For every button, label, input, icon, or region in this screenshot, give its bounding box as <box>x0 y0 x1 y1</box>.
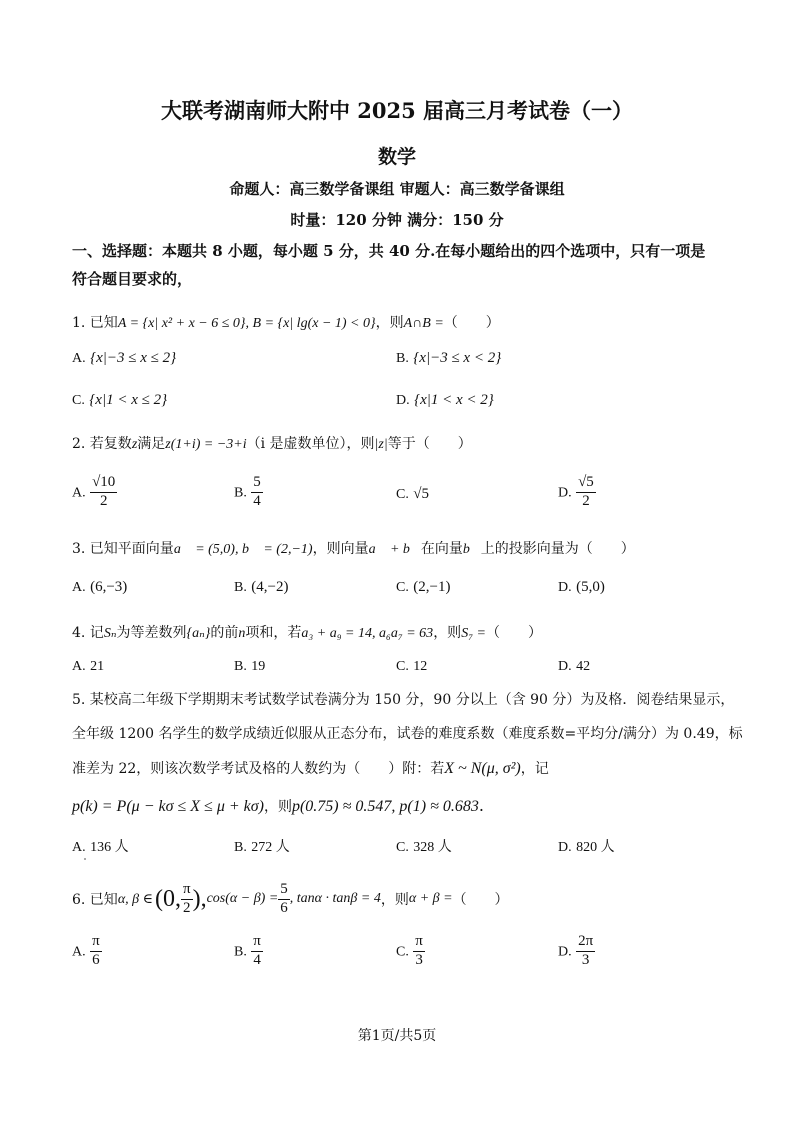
q3-option-a[interactable] <box>72 579 127 596</box>
option-label: A. <box>72 580 86 595</box>
option-value: {x|1 < x < 2} <box>414 392 494 408</box>
option-label: D. <box>558 840 572 855</box>
section-heading-line2: 符合题目要求的， <box>72 270 193 288</box>
fraction-num: 5 <box>251 475 263 493</box>
q4-cond: a₃ + a₉ = 14, a₆a₇ = 63 <box>301 626 434 641</box>
fraction-num: 2π <box>576 934 595 952</box>
q1-option-d[interactable] <box>396 392 494 409</box>
q4-paren: （ ） <box>486 625 543 641</box>
q2-var: z <box>131 437 138 452</box>
q6-vars: α, β ∈ <box>117 891 153 907</box>
q3-vectors: a⃗ = (5,0), b⃗ = (2,−1) <box>173 542 313 557</box>
question-1 <box>72 312 500 332</box>
q1-prefix: 1. 已知 <box>72 315 118 331</box>
q6-interval-close: ), <box>192 885 207 912</box>
q6-ask: α + β = <box>408 891 453 907</box>
q2-text2: （i 是虚数单位），则 <box>246 436 375 452</box>
fraction <box>576 475 596 510</box>
option-label: B. <box>396 351 409 366</box>
option-label: A. <box>72 659 86 674</box>
option-label: A. <box>72 944 86 960</box>
option-label: D. <box>558 485 572 501</box>
fraction-den: 4 <box>253 492 261 509</box>
fraction-den: 6 <box>280 899 288 916</box>
question-4 <box>72 622 542 642</box>
q5-option-d[interactable] <box>558 836 615 856</box>
option-value: 820 人 <box>576 840 615 855</box>
section-heading-line1: 一、选择题：本题共 8 小题，每小题 5 分，共 40 分.在每小题给出的四个选项中，只有一项是 <box>72 242 706 260</box>
q2-option-d[interactable] <box>558 475 596 510</box>
option-label: D. <box>558 580 572 595</box>
option-label: C. <box>396 487 409 502</box>
option-label: C. <box>72 393 85 408</box>
option-label: C. <box>396 659 409 674</box>
subject-title: 数学 <box>377 146 416 168</box>
q6-option-d[interactable] <box>558 934 595 969</box>
option-value: 328 人 <box>413 840 452 855</box>
q5-line3-end: ，记 <box>520 761 549 777</box>
fraction-num: π <box>251 934 263 952</box>
q3-sum: a⃗ + b⃗ <box>368 542 421 557</box>
q4-option-d[interactable] <box>558 658 590 675</box>
option-label: C. <box>396 944 409 960</box>
q5-line-3 <box>72 758 549 778</box>
q2-option-a[interactable] <box>72 475 117 510</box>
option-value: √5 <box>413 486 430 502</box>
option-value: 42 <box>576 659 591 674</box>
fraction <box>413 934 425 969</box>
q4-text4: ，则 <box>433 625 462 641</box>
q6-tan: , tanα · tanβ = 4 <box>289 891 381 907</box>
q4-n: n <box>238 626 246 641</box>
option-label: B. <box>234 659 247 674</box>
q2-prefix: 2. 若复数 <box>72 436 132 452</box>
option-label: A. <box>72 485 86 501</box>
q5-line3-math: X ~ N(μ, σ²) <box>444 760 521 777</box>
time-score-line: 时量：120 分钟 满分：150 分 <box>290 211 504 229</box>
fraction-num: π <box>181 882 193 900</box>
q5-line4-end: . <box>478 796 484 815</box>
question-2 <box>72 433 472 453</box>
fraction-num: π <box>413 934 425 952</box>
q4-seq: {aₙ} <box>186 626 211 641</box>
q6-prefix: 6. 已知 <box>72 892 118 909</box>
q5-line3-text: 准差为 22，则该次数学考试及格的人数约为（ ）附：若 <box>72 761 445 777</box>
q5-line4-vals: p(0.75) ≈ 0.547, p(1) ≈ 0.683 <box>291 798 479 815</box>
option-value: 12 <box>413 659 428 674</box>
option-value: (4,−2) <box>251 579 289 595</box>
q6-cos-fraction <box>278 882 290 917</box>
q5-line4-text: ，则 <box>263 799 292 815</box>
fraction-num: √10 <box>90 475 117 493</box>
q3-text1: ，则向量 <box>312 541 369 557</box>
q6-text1: ，则 <box>380 892 409 909</box>
option-value: (2,−1) <box>413 579 451 595</box>
q6-option-a[interactable] <box>72 934 102 969</box>
option-value: 21 <box>90 659 105 674</box>
q2-option-c[interactable] <box>396 486 429 503</box>
q4-option-c[interactable] <box>396 658 427 675</box>
fraction-den: 2 <box>99 492 108 509</box>
q3-text3: 上的投影向量为（ ） <box>480 541 635 557</box>
q5-option-c[interactable] <box>396 836 452 856</box>
q6-option-c[interactable] <box>396 934 425 969</box>
fraction <box>251 934 263 969</box>
q6-cos: cos(α − β) = <box>206 891 279 907</box>
fraction-den: 3 <box>415 951 423 968</box>
q1-option-a[interactable] <box>72 350 176 367</box>
fraction <box>90 475 117 510</box>
option-label: C. <box>396 840 409 855</box>
q6-paren: （ ） <box>452 892 509 909</box>
fraction <box>251 475 263 510</box>
q3-text2: 在向量 <box>420 541 463 557</box>
question-6 <box>72 882 509 917</box>
fraction-den: 2 <box>183 899 191 916</box>
q1-option-c[interactable] <box>72 392 167 409</box>
q2-option-b[interactable] <box>234 475 263 510</box>
q5-option-a[interactable] <box>72 836 129 856</box>
option-value: (6,−3) <box>90 579 128 595</box>
q1-paren: （ ） <box>443 315 500 331</box>
q1-sets: A = {x| x² + x − 6 ≤ 0}, B = {x| lg(x − 1) < 0} <box>117 316 376 331</box>
option-value: (5,0) <box>576 579 605 595</box>
q3-onto: b⃗ <box>462 542 481 557</box>
q4-ask: S₇ = <box>461 626 487 641</box>
q3-option-b[interactable] <box>234 579 289 596</box>
fraction <box>90 934 102 969</box>
q4-text1: 为等差数列 <box>116 625 187 641</box>
option-label: A. <box>72 840 86 855</box>
fraction-den: 3 <box>581 951 590 968</box>
option-label: A. <box>72 351 86 366</box>
option-value: {x|−3 ≤ x < 2} <box>413 350 502 366</box>
q2-text3: 等于（ ） <box>387 436 472 452</box>
q5-option-b[interactable] <box>234 836 290 856</box>
fraction-den: 2 <box>582 492 590 509</box>
q4-sn: Sₙ <box>103 626 117 641</box>
q4-text2: 的前 <box>210 625 239 641</box>
authors-line: 命题人：高三数学备课组 审题人：高三数学备课组 <box>229 180 565 198</box>
q6-interval-open: (0, <box>155 885 181 912</box>
option-label: B. <box>234 840 247 855</box>
exam-title: 大联考湖南师大附中 2025 届高三月考试卷（一） <box>160 98 634 123</box>
q4-option-a[interactable] <box>72 658 104 675</box>
fraction-num: 5 <box>278 882 290 900</box>
option-label: B. <box>234 580 247 595</box>
q5-line-1: 5. 某校高二年级下学期期末考试数学试卷满分为 150 分，90 分以上（含 90 分）为及格．阅卷结果显示， <box>72 692 735 708</box>
q5-line4-math: p(k) = P(μ − kσ ≤ X ≤ μ + kσ) <box>72 798 264 815</box>
option-value: {x|−3 ≤ x ≤ 2} <box>90 350 177 366</box>
q4-text3: 项和，若 <box>245 625 302 641</box>
option-value: {x|1 < x ≤ 2} <box>89 392 168 408</box>
option-label: D. <box>558 944 572 960</box>
q4-prefix: 4. 记 <box>72 625 104 641</box>
q1-option-b[interactable] <box>396 350 501 367</box>
option-value: 136 人 <box>90 840 129 855</box>
fraction-den: 4 <box>253 951 261 968</box>
option-value: 19 <box>251 659 266 674</box>
q1-ask: A∩B = <box>403 316 444 331</box>
option-label: C. <box>396 580 409 595</box>
q3-option-c[interactable] <box>396 579 451 596</box>
fraction <box>576 934 595 969</box>
q2-equation: z(1+i) = −3+i <box>165 437 247 452</box>
q2-text1: 满足 <box>137 436 166 452</box>
q3-option-d[interactable] <box>558 579 605 596</box>
q6-option-b[interactable] <box>234 934 263 969</box>
fraction-den: 6 <box>92 951 100 968</box>
q4-option-b[interactable] <box>234 658 265 675</box>
page-number: 第1页/共5页 <box>357 1028 437 1044</box>
q1-mid: ，则 <box>375 315 404 331</box>
q5-line-4 <box>72 796 484 816</box>
q2-abs: |z| <box>374 437 388 452</box>
option-label: D. <box>558 659 572 674</box>
scan-speck <box>84 858 86 860</box>
fraction-num: √5 <box>576 475 596 493</box>
option-value: 272 人 <box>251 840 290 855</box>
option-label: D. <box>396 393 410 408</box>
q6-pi-over-two <box>181 882 193 917</box>
fraction-num: π <box>90 934 102 952</box>
question-3 <box>72 538 635 558</box>
option-label: B. <box>234 485 247 501</box>
q3-prefix: 3. 已知平面向量 <box>72 541 174 557</box>
option-label: B. <box>234 944 247 960</box>
q5-line-2: 全年级 1200 名学生的数学成绩近似服从正态分布，试卷的难度系数（难度系数=平均分/满分）为 0.49，标 <box>72 726 743 742</box>
